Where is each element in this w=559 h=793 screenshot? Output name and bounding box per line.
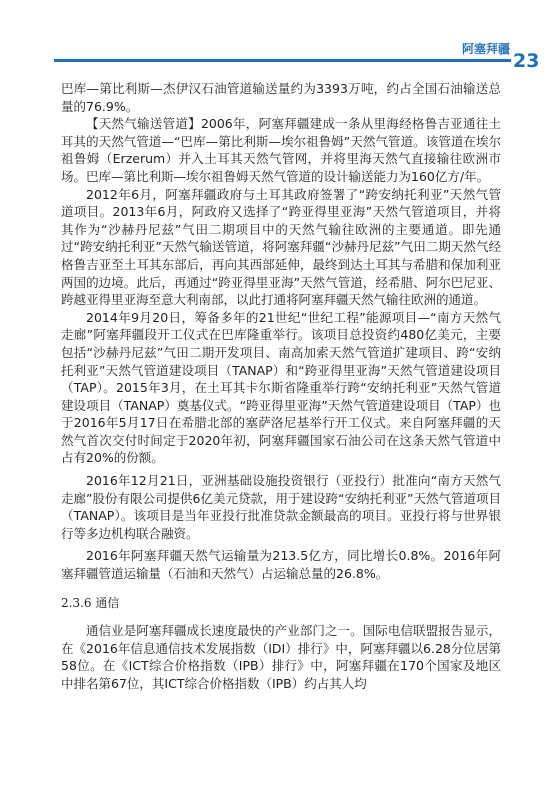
paragraph-5: 2016年12月21日，亚洲基础设施投资银行（亚投行）批准向“南方天然气走廊”股份有限公司提供6亿美元贷款，用于建设跨“安纳托利亚”天然气管道项目（TANAP）。该项目是当年亚投行批准贷款金额最高的项目。亚投行将与世界银行等多边机构联合融资。: [61, 473, 501, 541]
paragraph-6: 2016年阿塞拜疆天然气运输量为213.5亿方，同比增长0.8%。2016年阿塞拜疆管道运输量（石油和天然气）占运输总量的26.8%。: [61, 548, 501, 582]
running-header-title: 阿塞拜疆: [461, 42, 510, 56]
section-heading: [61, 595, 501, 613]
section-paragraph: 通信业是阿塞拜疆成长速度最快的产业部门之一。国际电信联盟报告显示，在《2016年信息通信技术发展指数（IDI）排行》中，阿塞拜疆以6.28分位居第58位。在《ICT综合价格指数（IPB）排行》中，阿塞拜疆在170个国家及地区中排名第67位，其ICT综合价格指数（IPB）约占其人均: [61, 623, 501, 691]
page-number: 23: [513, 50, 540, 72]
header-rule: [54, 59, 511, 62]
paragraph-2: 【天然气输送管道】2006年，阿塞拜疆建成一条从里海经格鲁吉亚通往土耳其的天然气管道—“巴库—第比利斯—埃尔祖鲁姆”天然气管道。该管道在埃尔祖鲁姆（Erzerum）并入土耳其天然气管网，并将里海天然气直接输往欧洲市场。巴库—第比利斯—埃尔祖鲁姆天然气管道的设计输送能力为160亿方/年。: [61, 116, 501, 184]
paragraph-4: 2014年9月20日，筹备多年的21世纪“世纪工程”能源项目—“南方天然气走廊”阿塞拜疆段开工仪式在巴库隆重举行。该项目总投资约480亿美元，主要包括“沙赫丹尼兹”气田二期开发项目、南高加索天然气管道扩建项目、跨“安纳托利亚”天然气管道建设项目（TANAP）和“跨亚得里亚海”天然气管道建设项目（TAP）。2015年3月，在土耳其卡尔斯省隆重举行跨“安纳托利亚”天然气管道建设项目（TANAP）奠基仪式。“跨亚得里亚海”天然气管道建设项目（TAP）也于2016年5月17日在希腊北部的塞萨洛尼基举行开工仪式。来自阿塞拜疆的天然气首次交付时间定于2020年初，阿塞拜疆国家石油公司在这条天然气管道中占有20%的份额。: [61, 309, 501, 466]
body-text: [61, 80, 501, 693]
paragraph-1: 巴库—第比利斯—杰伊汉石油管道输送量约为3393万吨，约占全国石油输送总量的76.9%。: [61, 81, 501, 114]
section-number: 2.3.6: [61, 595, 92, 610]
paragraph-3: 2012年6月，阿塞拜疆政府与土耳其政府签署了“跨安纳托利亚”天然气管道项目。2013年6月，阿政府又选择了“跨亚得里亚海”天然气管道项目，并将其作为“沙赫丹尼兹”气田二期项目中的天然气输往欧洲的主要通道。即先通过“跨安纳托利亚”天然气输送管道，将阿塞拜疆“沙赫丹尼兹”气田二期天然气经格鲁吉亚至土耳其东部后，再向其西部延伸，最终到达土耳其与希腊和保加利亚两国的边境。此后，再通过“跨亚得里亚海”天然气管道，经希腊、阿尔巴尼亚、跨越亚得里亚海至意大利南部，以此打通将阿塞拜疆天然气输往欧洲的通道。: [61, 186, 501, 308]
section-title: 通信: [95, 595, 120, 610]
